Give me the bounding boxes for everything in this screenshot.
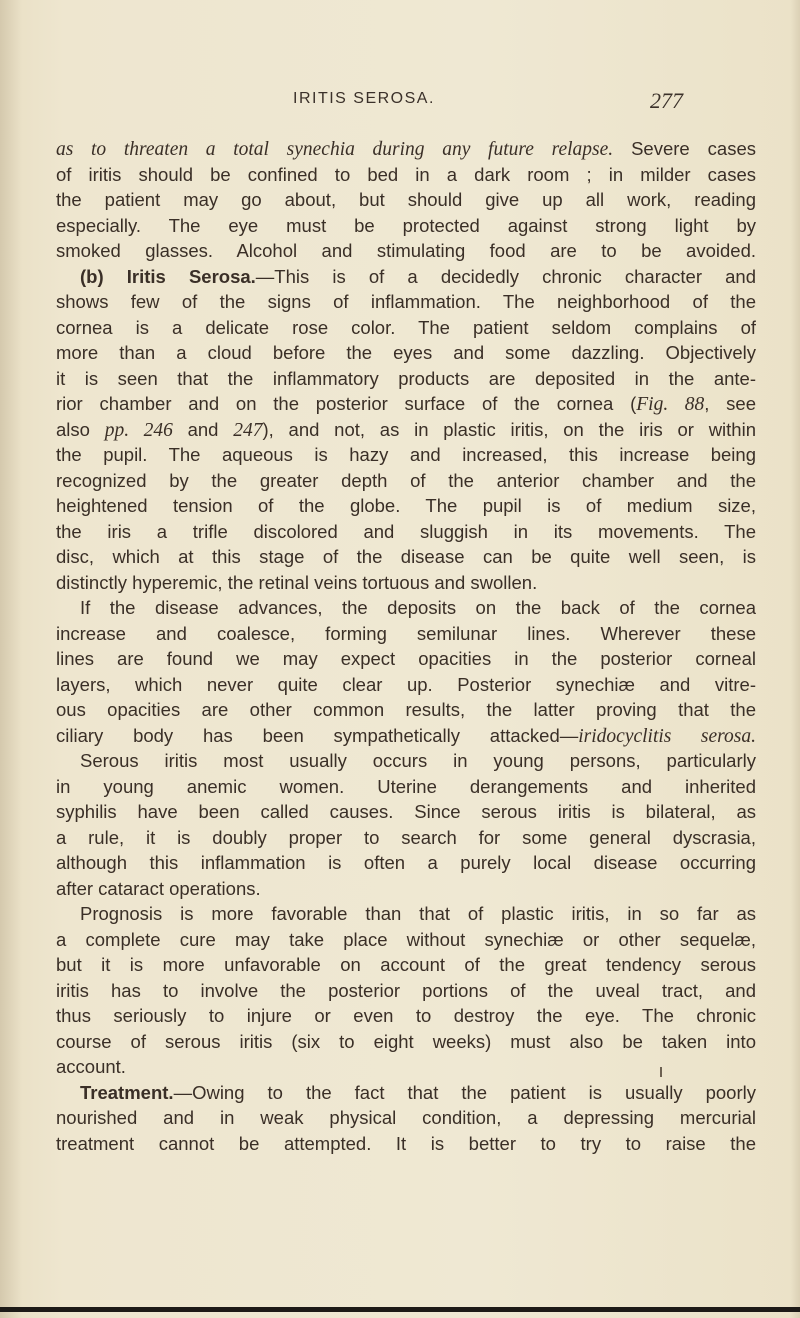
text-line: smoked glasses. Alcohol and stimulating food are to be avoided. <box>56 240 756 261</box>
text-line: thus seriously to injure or even to destroy the eye. The chronic <box>56 1005 756 1026</box>
section-heading-treatment: Treatment. <box>80 1081 174 1103</box>
gutter-shadow <box>0 0 22 1318</box>
text-line: layers, which never quite clear up. Posterior synechiæ and vitre- <box>56 673 756 695</box>
text-line: of iritis should be confined to bed in a dark room ; in milder cases <box>56 163 756 185</box>
text-line: course of serous iritis (six to eight weeks) must also be taken into <box>56 1030 756 1052</box>
text-line: account. <box>56 1056 126 1077</box>
text-line: iritis has to involve the posterior portions of the uveal tract, and <box>56 979 756 1001</box>
section-heading-line: (b) Iritis Serosa.—This is of a decidedly chronic character and <box>80 265 756 287</box>
text-line: treatment cannot be attempted. It is better to try to raise the <box>56 1132 756 1154</box>
text-line: disc, which at this stage of the disease can be quite well seen, is <box>56 546 756 567</box>
text-line: recognized by the greater depth of the anterior chamber and the <box>56 469 756 491</box>
text-line: after cataract operations. <box>56 877 261 899</box>
text-line: as to threaten a total synechia during any future relapse. Severe cases <box>56 138 756 160</box>
page-edge-shadow <box>790 0 800 1318</box>
text-line: nourished and in weak physical condition, a depressing mercurial <box>56 1107 756 1128</box>
print-mark <box>660 1067 662 1077</box>
bottom-edge-rule <box>0 1307 800 1312</box>
text-line: although this inflammation is often a purely local disease occurring <box>56 852 756 873</box>
text-line: distinctly hyperemic, the retinal veins tortuous and swollen. <box>56 571 538 593</box>
text-line: rior chamber and on the posterior surface of the cornea (Fig. 88, see <box>56 393 756 415</box>
running-title: IRITIS SEROSA. <box>293 90 435 107</box>
section-heading-line: Treatment.—Owing to the fact that the patient is usually poorly <box>80 1081 756 1103</box>
text-line: in young anemic women. Uterine derangements and inherited <box>56 775 756 797</box>
page-reference: pp. 246 <box>104 419 173 441</box>
text-line: heightened tension of the globe. The pupil is of medium size, <box>56 495 756 516</box>
text-line: cornea is a delicate rose color. The patient seldom complains of <box>56 316 756 338</box>
text-line: shows few of the signs of inflammation. The neighborhood of the <box>56 291 756 312</box>
body-text <box>56 136 756 1156</box>
text-line: syphilis have been called causes. Since serous iritis is bilateral, as <box>56 801 756 822</box>
text-line: a rule, it is doubly proper to search for some general dyscrasia, <box>56 826 756 848</box>
text-line: increase and coalesce, forming semilunar lines. Wherever these <box>56 622 756 644</box>
text-line: Serous iritis most usually occurs in young persons, particularly <box>80 750 756 771</box>
figure-reference: Fig. 88 <box>636 394 705 415</box>
text-line: especially. The eye must be protected against strong light by <box>56 214 756 236</box>
text-line: but it is more unfavorable on account of the great tendency serous <box>56 954 756 975</box>
italic-phrase: as to threaten a total synechia during any future relapse. <box>56 139 614 160</box>
page-reference: 247 <box>233 419 263 441</box>
text-line: Prognosis is more favorable than that of plastic iritis, in so far as <box>80 903 756 924</box>
italic-term: iridocyclitis serosa. <box>578 725 756 747</box>
page-number: 277 <box>650 88 683 113</box>
text-line: also pp. 246 and 247), and not, as in plastic iritis, on the iris or within <box>56 418 756 441</box>
running-header <box>0 88 800 118</box>
text-line: the patient may go about, but should give up all work, reading <box>56 189 756 210</box>
text-line: more than a cloud before the eyes and some dazzling. Objectively <box>56 342 756 363</box>
text-line: it is seen that the inflammatory products are deposited in the ante- <box>56 367 756 389</box>
text-line: the iris a trifle discolored and sluggish in its movements. The <box>56 520 756 542</box>
text-line: ciliary body has been sympathetically attacked—iridocyclitis serosa. <box>56 724 756 747</box>
text-line: lines are found we may expect opacities in the posterior corneal <box>56 648 756 669</box>
text-line: a complete cure may take place without synechiæ or other sequelæ, <box>56 928 756 950</box>
text-line: If the disease advances, the deposits on the back of the cornea <box>80 597 756 618</box>
text-line: the pupil. The aqueous is hazy and increased, this increase being <box>56 444 756 465</box>
text-line: ous opacities are other common results, the latter proving that the <box>56 699 756 720</box>
section-heading-iritis-serosa: (b) Iritis Serosa. <box>80 265 256 287</box>
